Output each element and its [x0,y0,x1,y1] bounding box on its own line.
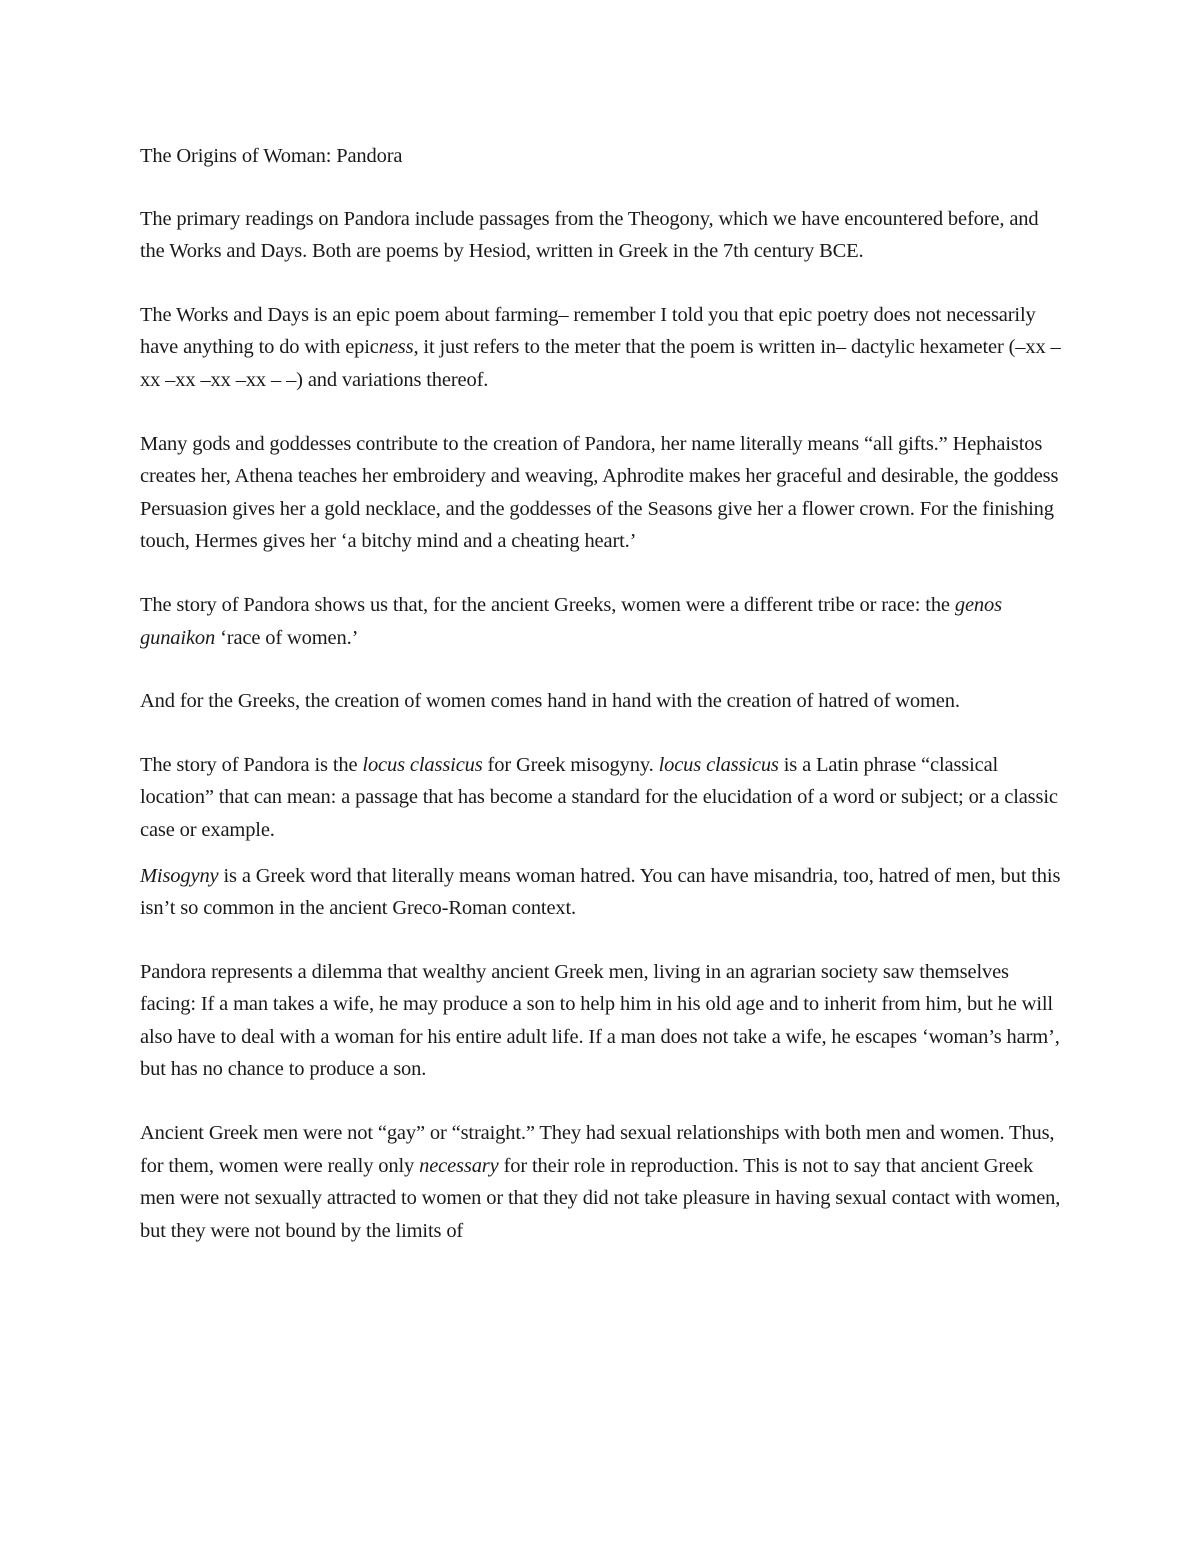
paragraph-text: The story of Pandora shows us that, for the ancient Greeks, women were a different tribe or race: the [140,593,955,616]
paragraph-misogyny [140,860,1065,925]
paragraph-sexual-relationships [140,1117,1065,1247]
paragraph-hatred-of-women: And for the Greeks, the creation of women comes hand in hand with the creation of hatred of women. [140,690,960,713]
paragraph-text: for their role in reproduction. This is not to say that ancient Greek men were not sexually attracted to women or that they did not take pleasure in having sexual contact with women, but they were not bound by the limits of [140,1154,1061,1242]
paragraph-primary-readings: The primary readings on Pandora include passages from the Theogony, which we have encountered before, and the Works and Days. Both are poems by Hesiod, written in Greek in the 7th century BCE. [140,207,1039,263]
emphasis-text: locus classicus [658,753,779,776]
paragraph-text: The Works and Days is an epic poem about farming– remember I told you that epic poetry does not necessarily have anything to do with epic [140,303,1036,359]
paragraph-text: is a Latin phrase “classical location” that can mean: a passage that has become a standard for the elucidation of a word or subject; or a classic case or example. [140,753,1058,841]
paragraph-pandora-creation: Many gods and goddesses contribute to the creation of Pandora, her name literally means “all gifts.” Hephaistos creates her, Athena teaches her embroidery and weaving, Aphrodite makes her graceful and desirable, the goddess Persuasion gives her a gold necklace, and the goddesses of the Seasons give her a flower crown. For the finishing touch, Hermes gives her ‘a bitchy mind and a cheating heart.’ [140,432,1059,553]
document-page [140,140,1065,1278]
emphasis-text: necessary [419,1154,499,1177]
paragraph-race-of-women [140,589,1065,654]
document-title: The Origins of Woman: Pandora [140,145,403,167]
emphasis-text: Misogyny [140,864,219,887]
paragraph-works-and-days [140,299,1065,397]
paragraph-text: ‘race of women.’ [215,626,359,649]
paragraph-dilemma: Pandora represents a dilemma that wealthy ancient Greek men, living in an agrarian society saw themselves facing: If a man takes a wife, he may produce a son to help him in his old age and to inherit from him, but he will also have to deal with a woman for his entire adult life. If a man does not take a wife, he escapes ‘woman’s harm’, but has no chance to produce a son. [140,960,1060,1081]
emphasis-text: locus classicus [362,753,483,776]
paragraph-text: is a Greek word that literally means woman hatred. You can have misandria, too, hatred of men, but this isn’t so common in the ancient Greco-Roman context. [140,864,1061,920]
paragraph-text: for Greek misogyny. [482,753,659,776]
paragraph-locus-classicus [140,749,1065,847]
paragraph-text: The story of Pandora is the [140,753,363,776]
emphasis-text: genos gunaikon [140,593,1002,649]
emphasis-text: ness [378,336,414,359]
paragraph-text: , it just refers to the meter that the poem is written in– dactylic hexameter (–xx –xx –xx –xx –xx – –) and variations thereof. [140,336,1061,391]
paragraph-text: Ancient Greek men were not “gay” or “straight.” They had sexual relationships with both men and women. Thus, for them, women were really only [140,1122,1055,1177]
